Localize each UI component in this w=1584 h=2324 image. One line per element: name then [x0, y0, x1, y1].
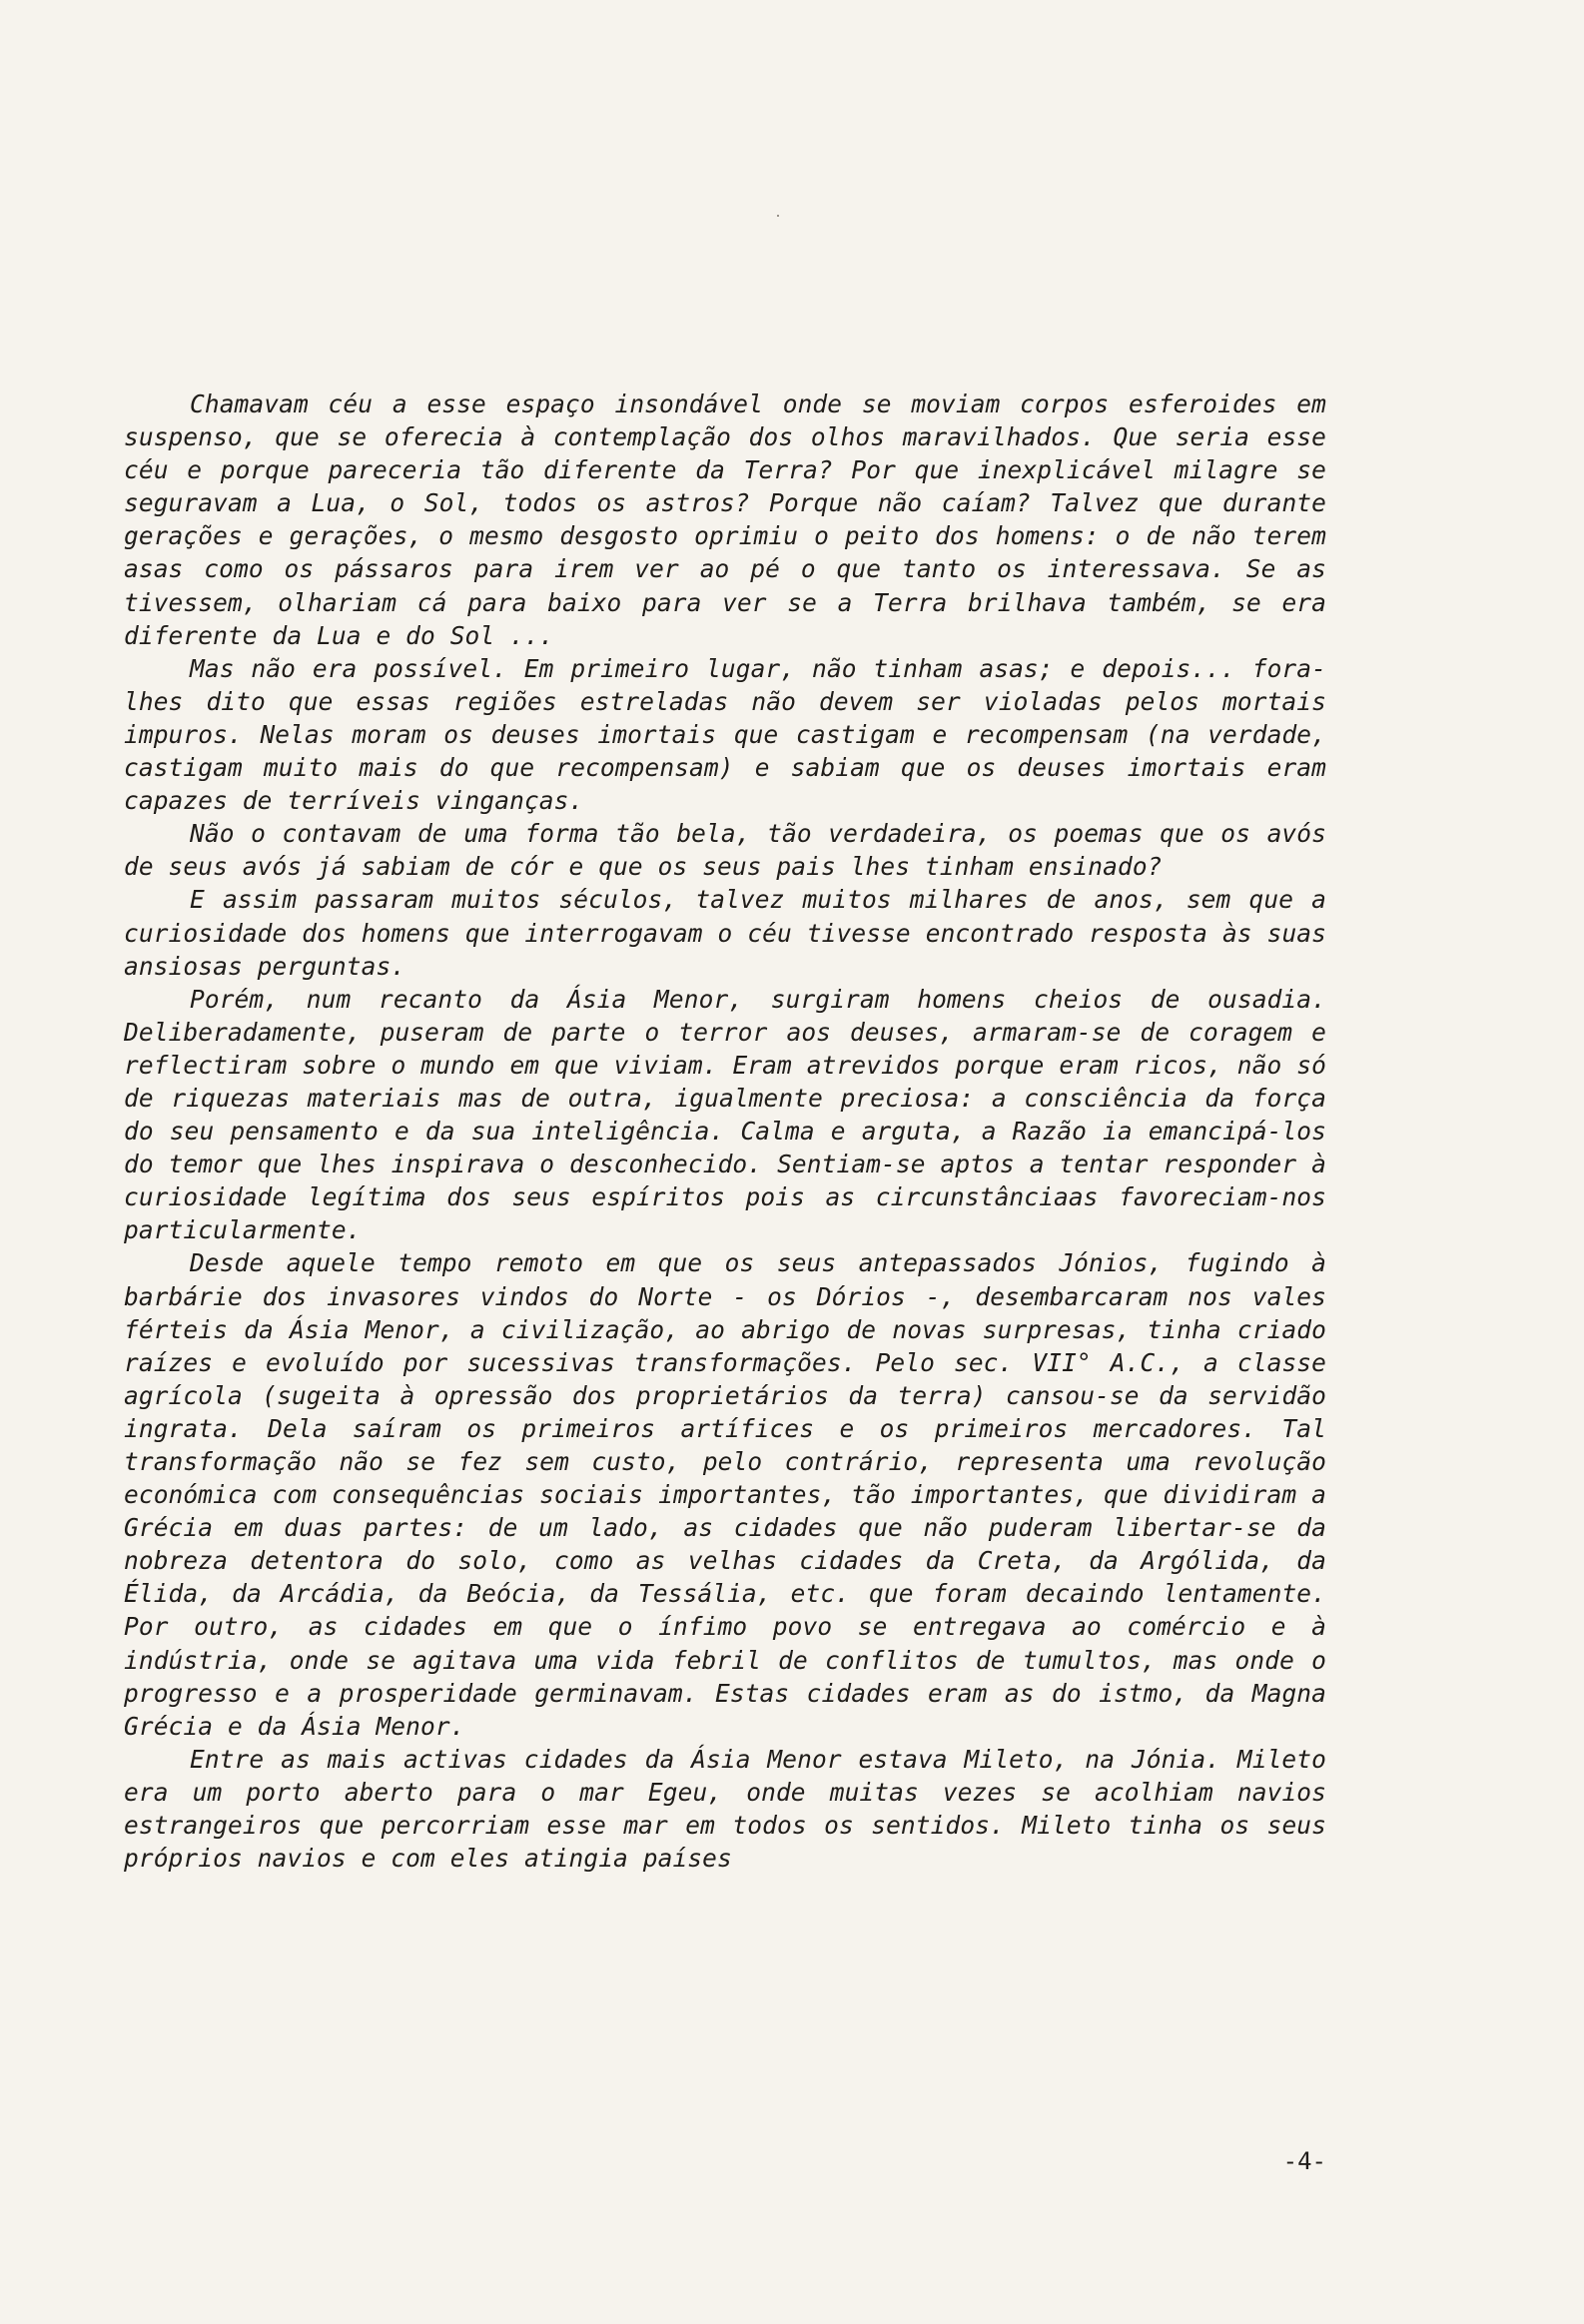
- paragraph-7: Entre as mais activas cidades da Ásia Menor estava Mileto, na Jónia. Mileto era um porto aberto para o mar Egeu, onde muitas vezes se acolhiam navios estrangeiros que percorriam esse mar em todos os sentidos. Mileto tinha os seus próprios navios e com eles atingia países: [124, 1744, 1326, 1874]
- paragraph-1: Chamavam céu a esse espaço insondável onde se moviam corpos esferoides em suspenso, que se oferecia à contemplação dos olhos maravilhados. Que seria esse céu e porque pareceria tão diferente da Terra? Por que inexplicável milagre se seguravam a Lua, o Sol, todos os astros? Porque não caíam? Talvez que durante gerações e gerações, o mesmo desgosto oprimiu o peito dos homens: o de não terem asas como os pássaros para irem ver ao pé o que tanto os interessava. Se as tivessem, olhariam cá para baixo para ver se a Terra brilhava também, se era diferente da Lua e do Sol ...: [124, 389, 1326, 650]
- paragraph-5: Porém, num recanto da Ásia Menor, surgiram homens cheios de ousadia. Deliberadamente, puseram de parte o terror aos deuses, armaram-se de coragem e reflectiram sobre o mundo em que viviam. Eram atrevidos porque eram ricos, não só de riquezas materiais mas de outra, igualmente preciosa: a consciência da força do seu pensamento e da sua inteligência. Calma e arguta, a Razão ia emancipá-los do temor que lhes inspirava o desconhecido. Sentiam-se aptos a tentar responder à curiosidade legítima dos seus espíritos pois as circunstânciaas favoreciam-nos particularmente.: [124, 984, 1326, 1245]
- page-number: -4-: [1282, 2147, 1326, 2175]
- paragraph-3: Não o contavam de uma forma tão bela, tão verdadeira, os poemas que os avós de seus avós já sabiam de cór e que os seus pais lhes tinham ensinado?: [124, 819, 1326, 882]
- paper-speck: [777, 215, 779, 217]
- paragraph-4: E assim passaram muitos séculos, talvez muitos milhares de anos, sem que a curiosidade dos homens que interrogavam o céu tivesse encontrado resposta às suas ansiosas perguntas.: [124, 885, 1326, 981]
- paragraph-6: Desde aquele tempo remoto em que os seus antepassados Jónios, fugindo à barbárie dos invasores vindos do Norte - os Dórios -, desembarcaram nos vales férteis da Ásia Menor, a civilização, ao abrigo de novas surpresas, tinha criado raízes e evoluído por sucessivas transformações. Pelo sec. VII° A.C., a classe agrícola (sugeita à opressão dos proprietários da terra) cansou-se da servidão ingrata. Dela saíram os primeiros artífices e os primeiros mercadores. Tal transformação não se fez sem custo, pelo contrário, representa uma revolução económica com consequências sociais importantes, tão importantes, que dividiram a Grécia em duas partes: de um lado, as cidades que não puderam libertar-se da nobreza detentora do solo, como as velhas cidades da Creta, da Argólida, da Élida, da Arcádia, da Beócia, da Tessália, etc. que foram decaindo lentamente. Por outro, as cidades em que o ínfimo povo se entregava ao comércio e à indústria, onde se agitava uma vida febril de conflitos de tumultos, mas onde o progresso e a prosperidade germinavam. Estas cidades eram as do istmo, da Magna Grécia e da Ásia Menor.: [124, 1248, 1326, 1741]
- paragraph-2: Mas não era possível. Em primeiro lugar, não tinham asas; e depois... fora-lhes dito que essas regiões estreladas não devem ser violadas pelos mortais impuros. Nelas moram os deuses imortais que castigam e recompensam (na verdade, castigam muito mais do que recompensam) e sabiam que os deuses imortais eram capazes de terríveis vinganças.: [124, 653, 1326, 816]
- body-text: [124, 387, 1326, 1875]
